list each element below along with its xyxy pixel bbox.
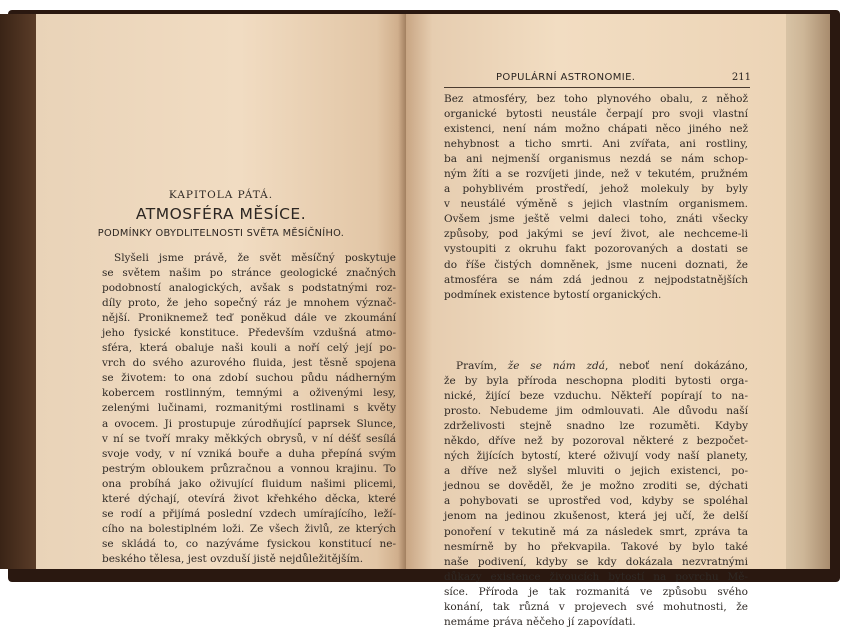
text-line: díly proto, že jeho sopečný ráz je mnohem význač- bbox=[102, 297, 396, 310]
text-line bbox=[444, 494, 748, 509]
text-line: ným žíti a se rozvíjeti jinde, než v tekutém, pružném bbox=[444, 168, 748, 181]
text-line: podobností analogických, avšak s podstatnými roz- bbox=[102, 282, 396, 295]
text-line: nější. Proniknemež teď poněkud dále ve zkoumání bbox=[102, 312, 396, 325]
text-line: se skládá to, co nazýváme fysickou konstitucí ne- bbox=[102, 537, 396, 550]
text-fragment: prosto. Nebudeme jim odmlouvati. Ale důvodu naší bbox=[444, 405, 748, 418]
text-line bbox=[444, 570, 748, 585]
text-line: způsoby, pod jakými se jeví život, ale nechceme-li bbox=[444, 228, 748, 241]
text-line: existenci, není nám možno chápati něco jiného než bbox=[444, 123, 748, 136]
text-line: se rodí a přijímá poslední vzdech umírajícího, leží- bbox=[102, 507, 396, 520]
text-line: se životem: to ona zdobí suchou půdu nádherným bbox=[102, 372, 396, 385]
text-line bbox=[444, 585, 748, 600]
text-line: beského tělesa, jest ovzduší jistě nejdůležitějším. bbox=[102, 552, 364, 565]
text-line: vystoupiti z okruhu fakt pozorovaných a dostati se bbox=[444, 243, 748, 256]
text-line: organické bytosti neustále čerpají pro svoji vlastní bbox=[444, 108, 748, 121]
text-fragment: a dříve než slyšel mluviti o jejich existenci, po- bbox=[444, 465, 748, 478]
text-line: a ovocem. Ji prostupuje zúrodňující paprsek Slunce, bbox=[102, 417, 396, 430]
text-fragment: ných žijících bytostí, které oživují vody naší planety, bbox=[444, 450, 748, 463]
text-fragment: jednou se dověděl, že je možno zroditi se, dýchati bbox=[444, 480, 748, 493]
text-line: atmosféra se nám zdá jednou z nejpodstatnějších bbox=[444, 273, 748, 286]
text-line: nehybnost a ticho smrti. Ani zvířata, ani rostliny, bbox=[444, 138, 748, 151]
right-page bbox=[406, 14, 786, 628]
text-line: ona probíhá jako oživující fluidum našimi plicemi, bbox=[102, 477, 396, 490]
text-line: kobercem rostlinným, temnými a oživenými lesy, bbox=[102, 387, 396, 400]
emphasized-text: že se nám zdá bbox=[507, 360, 606, 372]
text-fragment: nemáme práva něčeho jí zapovídati. bbox=[444, 615, 636, 628]
text-line: do říše čistých domněnek, jsme nuceni doznati, že bbox=[444, 258, 748, 271]
text-line: sféra, která obaluje naši kouli a noří celý její po- bbox=[102, 342, 396, 355]
page-edges bbox=[786, 14, 830, 569]
text-fragment: , neboť není dokázáno, bbox=[605, 360, 748, 372]
text-fragment: někdo, dříve než by pozoroval některé z bezpočet- bbox=[444, 435, 748, 448]
chapter-number: KAPITOLA PÁTÁ. bbox=[168, 189, 274, 201]
text-line: se světem našim po stránce geologické značných bbox=[102, 267, 396, 280]
left-page bbox=[36, 14, 406, 569]
text-line: Bez atmosféry, bez toho plynového obalu, z něhož bbox=[444, 93, 748, 105]
text-line bbox=[444, 419, 748, 434]
text-line bbox=[444, 600, 748, 615]
text-line: vrch do svého azurového fluida, jest těsně spojena bbox=[102, 357, 396, 370]
text-line bbox=[444, 404, 748, 419]
text-line: svoje vody, v ní vzniká bouře a duha přepíná svým bbox=[102, 447, 396, 460]
left-body-text bbox=[102, 251, 396, 567]
text-line: cího na bolestiplném loži. Ze všech živlů, ze kterých bbox=[102, 522, 396, 535]
text-fragment: důkazy existence živoucích bytostí na povrchu Mě- bbox=[444, 570, 748, 583]
text-line: Slyšeli jsme právě, že svět měsíčný poskytuje bbox=[114, 252, 396, 264]
text-line bbox=[444, 509, 748, 524]
text-line: které dýchají, otevírá život křehkého děcka, které bbox=[102, 492, 396, 505]
text-fragment: konání, tak různá v projevech své mohutnosti, že bbox=[444, 600, 748, 613]
chapter-subtitle: PODMÍNKY OBYDLITELNOSTI SVĚTA MĚSÍČNÍHO. bbox=[97, 228, 345, 239]
text-line: a pohyblivém prostředí, jehož molekuly by byly bbox=[444, 183, 748, 196]
text-line bbox=[444, 434, 748, 449]
text-fragment: nické, žijící beze vzduchu. Někteří popírají to na- bbox=[444, 390, 748, 403]
text-fragment: naše podivení, kdyby se kdy dokázala nezvratnými bbox=[444, 555, 748, 568]
header-rule bbox=[444, 87, 750, 88]
text-fragment: zdrželivosti stejně snadno lze rozuměti. Kdyby bbox=[444, 420, 748, 433]
text-line bbox=[444, 449, 748, 464]
page-number: 211 bbox=[731, 72, 751, 83]
text-line: ba ani nejmenší organismus nezdá se nám schop- bbox=[444, 153, 748, 166]
book-cover-edge bbox=[0, 14, 36, 569]
text-line bbox=[444, 525, 748, 540]
text-line: Ovšem jsme ještě velmi daleci toho, znáti všecky bbox=[444, 213, 748, 226]
text-fragment: nesmírně by ho překvapila. Takové by bylo také bbox=[444, 540, 748, 553]
chapter-title: ATMOSFÉRA MĚSÍCE. bbox=[135, 205, 307, 223]
right-paragraph-2 bbox=[444, 359, 748, 630]
text-line bbox=[444, 615, 748, 630]
right-paragraph-1 bbox=[444, 92, 748, 303]
text-line bbox=[444, 555, 748, 570]
text-line: zelenými lučinami, rozmanitými rostlinami s květy bbox=[102, 402, 396, 415]
text-line bbox=[444, 479, 748, 494]
text-fragment: síce. Příroda je tak rozmanitá ve způsobu svého bbox=[444, 585, 748, 598]
text-line bbox=[444, 374, 748, 389]
text-line: jeho fysické konstituce. Především vzdušná atmo- bbox=[102, 327, 396, 340]
text-line: v ní se tvoří mraky měkkých obrysů, v ní déšť sesílá bbox=[102, 432, 396, 445]
text-fragment: jenom na jedinou zkušenost, která jej učí, že delší bbox=[444, 510, 748, 523]
text-line: v neustálé výměně s jejich vlastním organismem. bbox=[444, 198, 748, 211]
text-fragment: že by byla příroda neschopna ploditi bytosti orga- bbox=[444, 375, 748, 388]
text-line: podmínek existence bytostí organických. bbox=[444, 288, 662, 301]
text-fragment: ponoření v tekutině má za následek smrt, zpráva ta bbox=[444, 525, 748, 538]
text-line: pestrým obloukem průzračnou a vonnou krajinu. To bbox=[102, 462, 396, 475]
text-line bbox=[444, 464, 748, 479]
text-fragment: Pravím, bbox=[456, 360, 508, 372]
text-line bbox=[444, 540, 748, 555]
text-line bbox=[444, 359, 748, 374]
running-head-title: POPULÁRNÍ ASTRONOMIE. bbox=[496, 72, 636, 83]
text-line bbox=[444, 389, 748, 404]
text-fragment: a pohybovati se uprostřed vod, kdyby se spoléhal bbox=[444, 495, 748, 508]
